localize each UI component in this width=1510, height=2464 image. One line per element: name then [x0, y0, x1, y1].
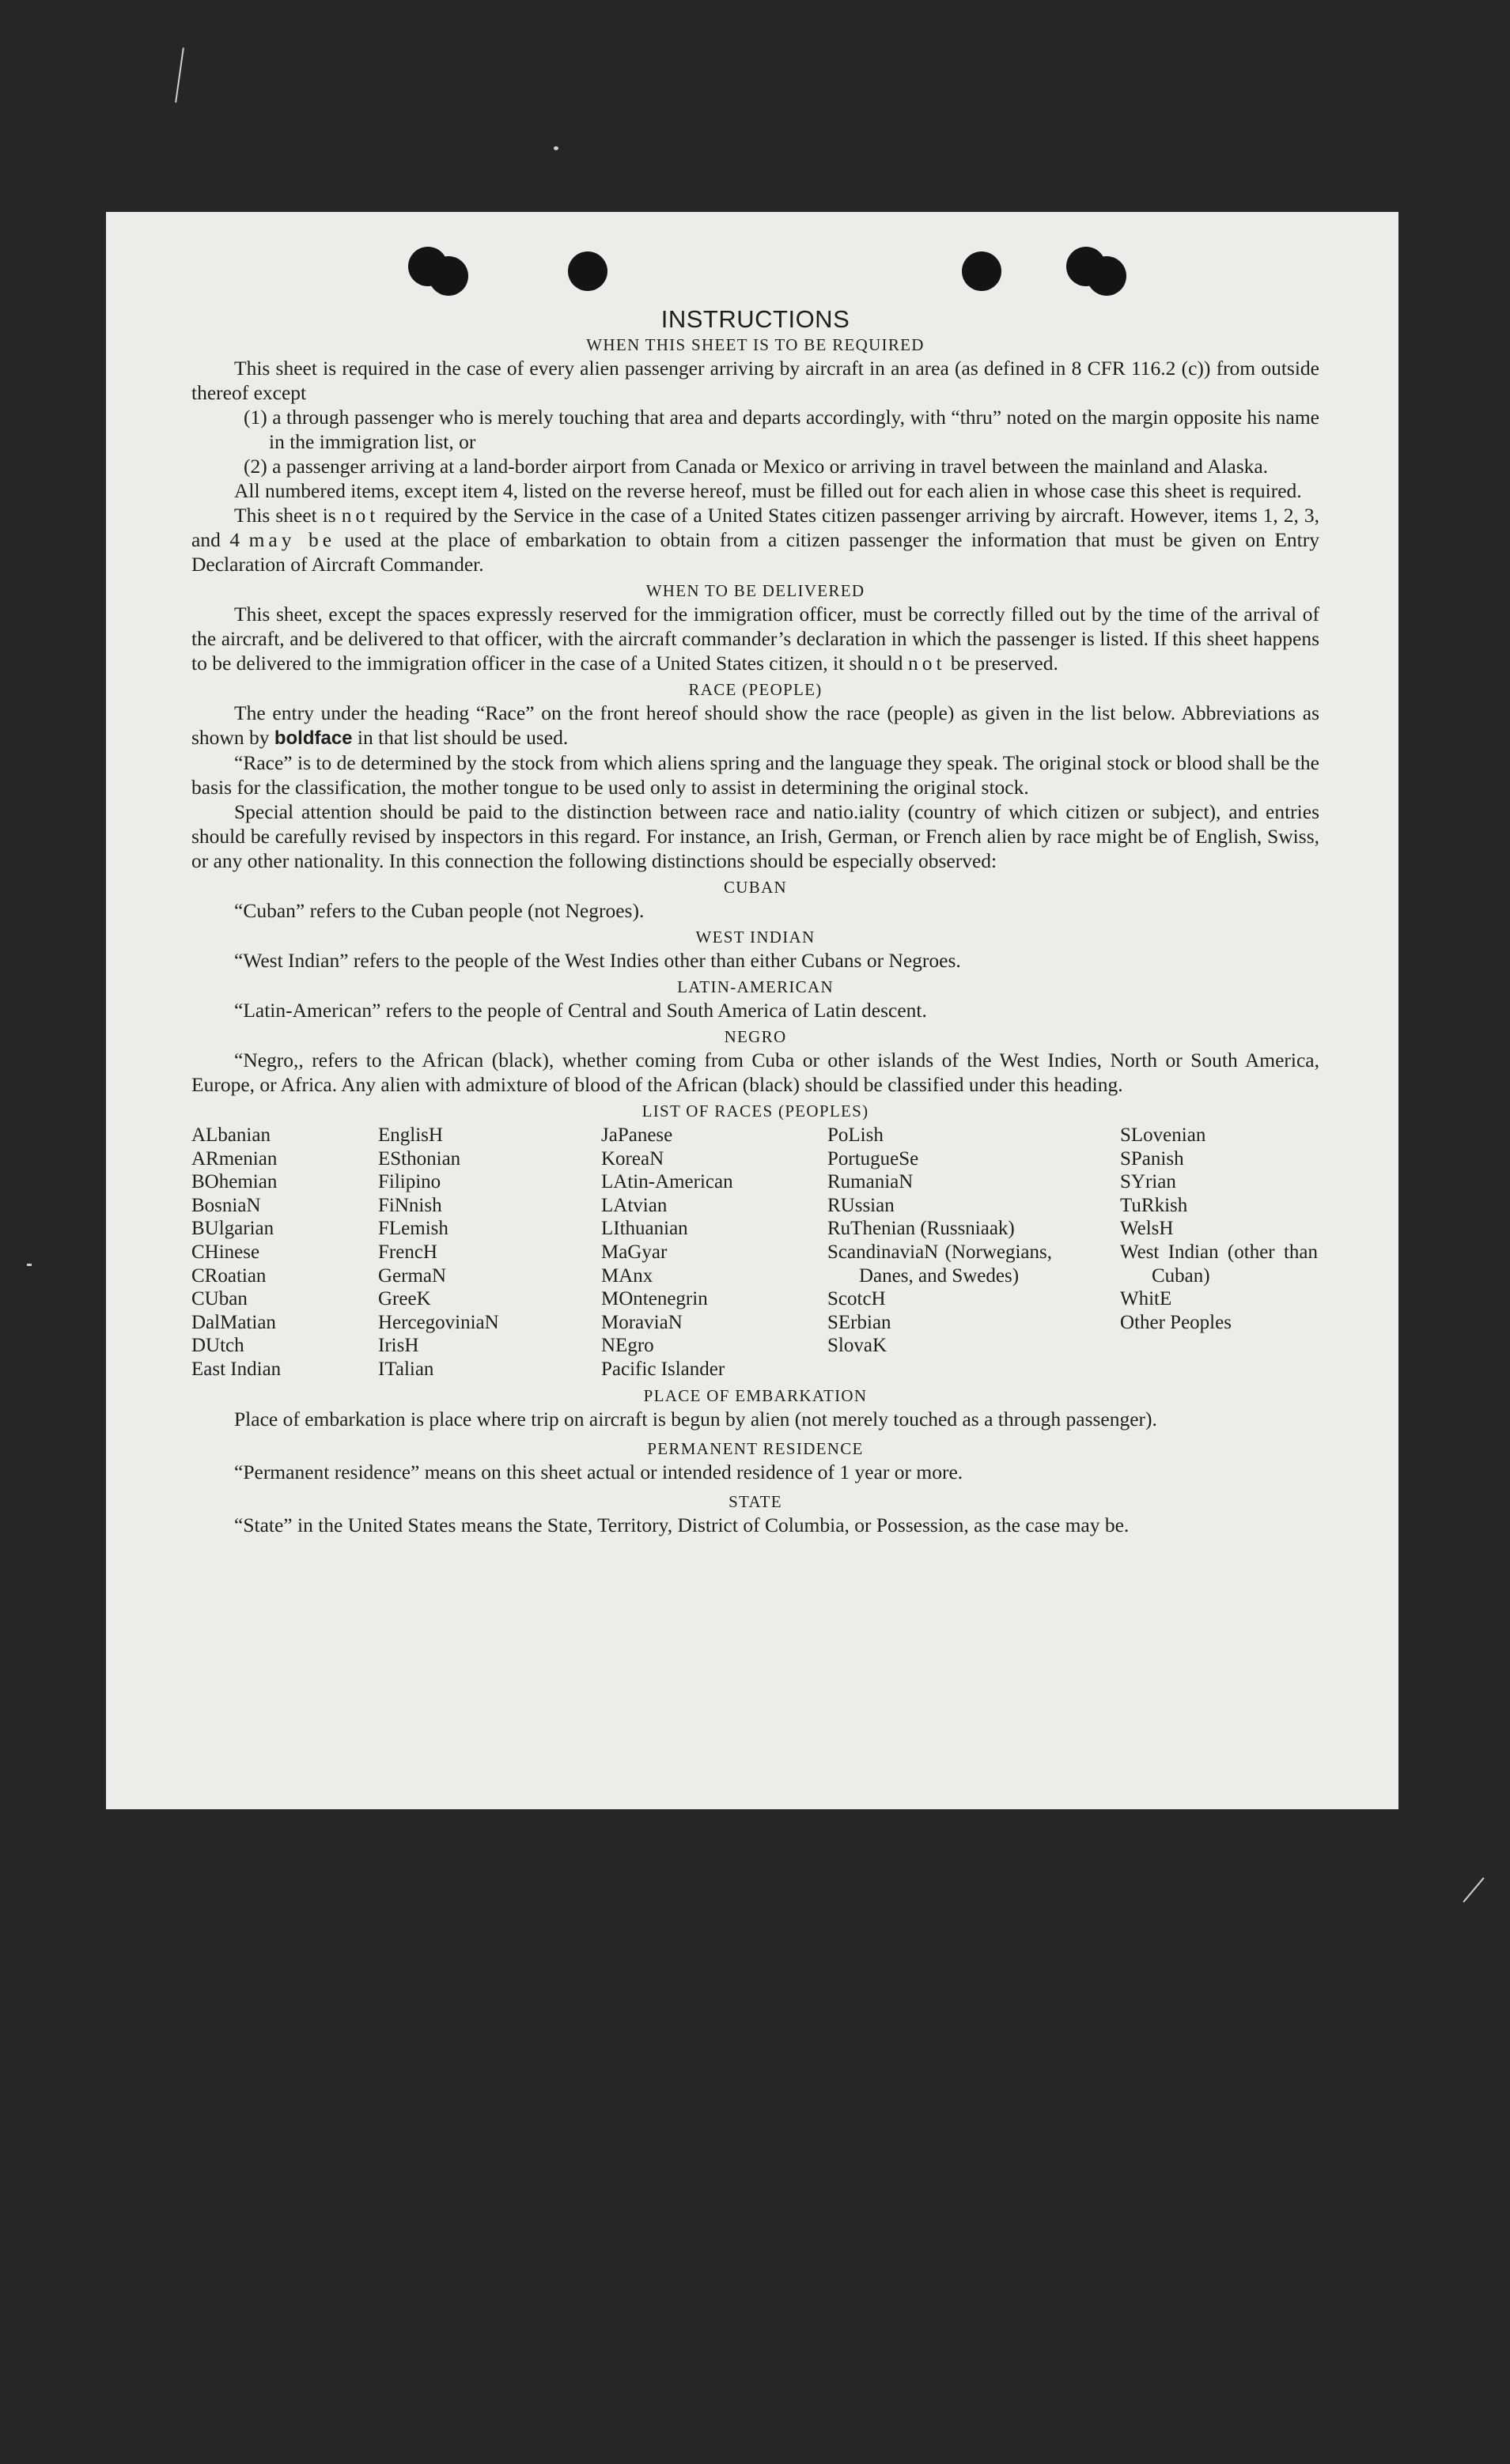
page-title: INSTRUCTIONS: [660, 305, 850, 333]
paragraph: This sheet is not required by the Service in the case of a United States citizen passenger arriving by aircraft. However, items 1, 2, 3, and 4 may be used at the place of embarkation to obtain from a citizen passenger the information that must be given on Entry Declaration of Aircraft Commander.: [191, 504, 1320, 576]
race-item: Pacific Islander: [601, 1358, 725, 1380]
race-item: ALbanian: [191, 1124, 271, 1146]
exception-item: (1) a through passenger who is merely touching that area and departs accordingly, with “thru” noted on the margin opposite his name in the immigration list, or: [244, 406, 1319, 453]
race-item: FrencH: [378, 1241, 437, 1263]
film-speck: [554, 146, 558, 150]
race-item: FiNnish: [378, 1194, 442, 1216]
paragraph: “Permanent residence” means on this sheet actual or intended residence of 1 year or more.: [234, 1460, 963, 1483]
race-item: RuThenian (Russniaak): [827, 1218, 1015, 1240]
race-item: LAtin-American: [601, 1171, 733, 1193]
race-item: BOhemian: [191, 1171, 278, 1193]
race-item: Other Peoples: [1120, 1311, 1232, 1333]
race-item: WelsH: [1120, 1218, 1174, 1240]
race-item: West Indian (other than Cuban): [1120, 1241, 1318, 1287]
race-item: MAnx: [601, 1264, 653, 1287]
paragraph: “West Indian” refers to the people of the West Indies other than either Cubans or Negroes.: [234, 949, 961, 972]
race-item: FLemish: [378, 1218, 448, 1240]
section-heading: WHEN TO BE DELIVERED: [645, 581, 865, 600]
film-speck: [27, 1264, 32, 1266]
section-heading: LATIN-AMERICAN: [677, 977, 834, 996]
section-heading: PERMANENT RESIDENCE: [647, 1438, 864, 1458]
race-column: [1120, 1124, 1318, 1381]
punch-hole: [429, 256, 468, 296]
race-item: RumaniaN: [827, 1171, 914, 1193]
race-item: MOntenegrin: [601, 1288, 708, 1310]
race-item: DUtch: [191, 1335, 244, 1357]
paragraph: All numbered items, except item 4, listed on the reverse hereof, must be filled out for each alien in whose case this sheet is required.: [234, 479, 1302, 502]
race-item: PoLish: [827, 1124, 884, 1146]
instruction-sheet: [106, 212, 1398, 1809]
race-item: IrisH: [378, 1335, 419, 1357]
race-list: [191, 1124, 1319, 1381]
race-column: [378, 1124, 601, 1381]
punch-hole: [962, 251, 1001, 291]
race-item: SPanish: [1120, 1147, 1184, 1170]
race-item: HercegoviniaN: [378, 1311, 499, 1333]
section-heading: WHEN THIS SHEET IS TO BE REQUIRED: [586, 335, 925, 354]
race-item: LAtvian: [601, 1194, 668, 1216]
punch-hole: [1087, 256, 1126, 296]
race-item: SlovaK: [827, 1335, 887, 1357]
race-item: SErbian: [827, 1311, 891, 1333]
paragraph: “Race” is to de determined by the stock from which aliens spring and the language they speak. The original stock or blood shall be the basis for the classification, the mother tongue to be used only to assist in determining the original stock.: [191, 751, 1319, 799]
section-heading: LIST OF RACES (PEOPLES): [641, 1102, 869, 1121]
race-item: CRoatian: [191, 1264, 267, 1287]
race-item: PortugueSe: [827, 1147, 919, 1170]
race-column: [601, 1124, 827, 1381]
section-heading: RACE (PEOPLE): [688, 680, 823, 699]
section-heading: PLACE OF EMBARKATION: [643, 1385, 868, 1405]
race-item: BUlgarian: [191, 1218, 274, 1240]
section-heading: NEGRO: [724, 1027, 787, 1046]
section-heading: STATE: [729, 1491, 782, 1511]
race-item: SLovenian: [1120, 1124, 1206, 1146]
race-item: MoraviaN: [601, 1311, 683, 1333]
race-item: LIthuanian: [601, 1218, 688, 1240]
punch-hole: [568, 251, 607, 291]
race-item: GermaN: [378, 1264, 447, 1287]
section-heading: CUBAN: [723, 878, 787, 897]
race-item: NEgro: [601, 1335, 654, 1357]
race-item: GreeK: [378, 1288, 431, 1310]
race-column: [191, 1124, 378, 1381]
paragraph: “Latin-American” refers to the people of Central and South America of Latin descent.: [234, 999, 927, 1022]
race-item: ARmenian: [191, 1147, 278, 1170]
race-item: East Indian: [191, 1358, 282, 1380]
race-item: CUban: [191, 1288, 248, 1310]
race-item: EnglisH: [378, 1124, 443, 1146]
race-item: Filipino: [378, 1171, 441, 1193]
film-scratch: [175, 47, 184, 103]
paragraph: This sheet is required in the case of every alien passenger arriving by aircraft in an area (as defined in 8 CFR 116.2 (c)) from outside thereof except: [191, 357, 1319, 404]
race-item: BosniaN: [191, 1194, 261, 1216]
paragraph: “Cuban” refers to the Cuban people (not Negroes).: [234, 899, 645, 922]
race-item: JaPanese: [601, 1124, 673, 1146]
section-heading: WEST INDIAN: [695, 928, 816, 947]
race-item: ITalian: [378, 1358, 434, 1380]
race-item: ScandinaviaN (Norwegians, Danes, and Swedes): [827, 1241, 1052, 1287]
race-column: [827, 1124, 1052, 1381]
paragraph: “State” in the United States means the State, Territory, District of Columbia, or Possession, as the case may be.: [234, 1513, 1130, 1536]
race-item: CHinese: [191, 1241, 260, 1263]
race-item: MaGyar: [601, 1241, 668, 1263]
race-item: KoreaN: [601, 1147, 664, 1170]
exception-item: (2) a passenger arriving at a land-border airport from Canada or Mexico or arriving in travel between the mainland and Alaska.: [244, 455, 1269, 478]
race-item: ScotcH: [827, 1288, 886, 1310]
race-item: SYrian: [1120, 1171, 1176, 1193]
race-item: DalMatian: [191, 1311, 276, 1333]
paragraph: Special attention should be paid to the distinction between race and natio.iality (country of which citizen or subject), and entries should be carefully revised by inspectors in this regard. For instance, an Irish, German, or French alien by race might be of English, Swiss, or any other nationality. In this connection the following distinctions should be especially observed:: [191, 800, 1319, 872]
paragraph: The entry under the heading “Race” on the front hereof should show the race (people) as given in the list below. Abbreviations as shown by boldface in that list should be used.: [191, 701, 1319, 749]
race-item: ESthonian: [378, 1147, 461, 1170]
paragraph: “Negro,, refers to the African (black), whether coming from Cuba or other islands of the West Indies, North or South America, Europe, or Africa. Any alien with admixture of blood of the African (black) should be classified under this heading.: [191, 1049, 1319, 1096]
race-item: TuRkish: [1120, 1194, 1188, 1216]
race-item: WhitE: [1120, 1288, 1172, 1310]
film-scratch: [1463, 1877, 1484, 1903]
paragraph: Place of embarkation is place where trip on aircraft is begun by alien (not merely touched as a through passenger).: [234, 1407, 1157, 1430]
race-item: RUssian: [827, 1194, 895, 1216]
paragraph: This sheet, except the spaces expressly reserved for the immigration officer, must be correctly filled out by the time of the arrival of the aircraft, and be delivered to that officer, with the aircraft commander’s declaration in which the passenger is listed. If this sheet happens to be delivered to the immigration officer in the case of a United States citizen, it should not be preserved.: [191, 603, 1319, 675]
